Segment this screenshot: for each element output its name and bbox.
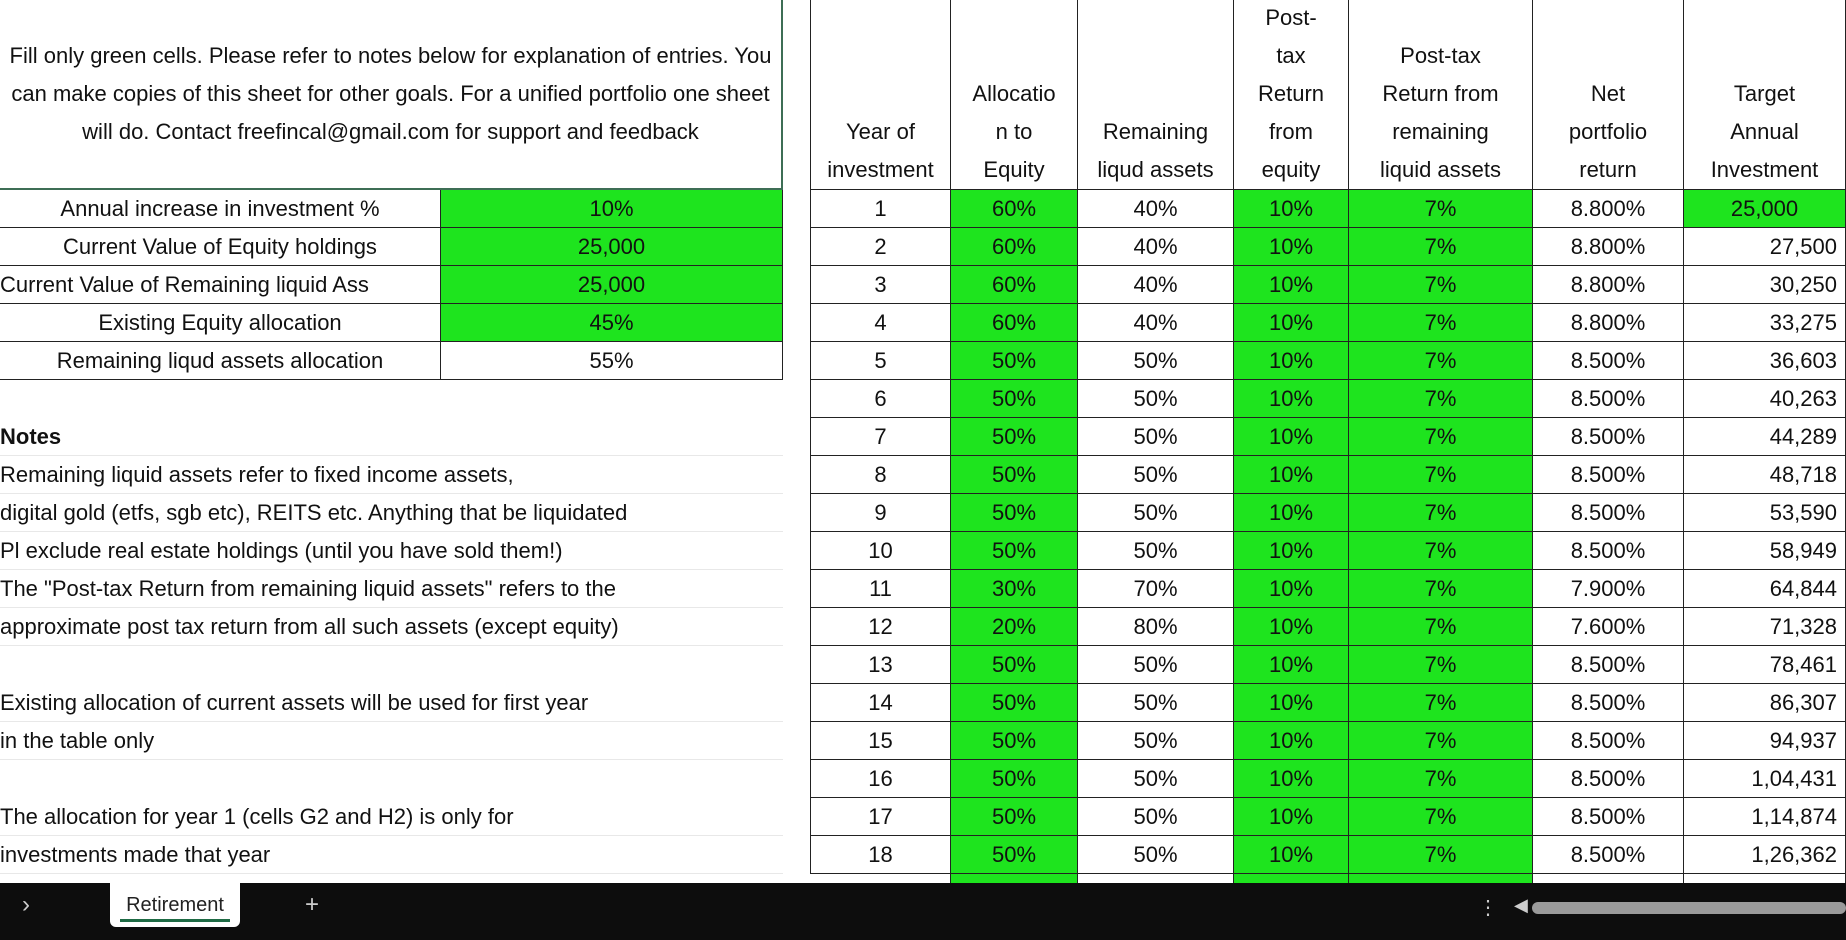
table-cell[interactable]: 7% <box>1349 342 1533 380</box>
vertical-ellipsis-icon[interactable]: ⋮ <box>1478 897 1498 919</box>
header-line: Target <box>1733 81 1796 106</box>
table-cell[interactable]: 10% <box>1234 228 1349 266</box>
table-cell[interactable]: 50% <box>951 380 1078 418</box>
table-cell[interactable]: 7% <box>1349 608 1533 646</box>
table-cell[interactable]: 7% <box>1349 190 1533 228</box>
note-line: The allocation for year 1 (cells G2 and H2) is only for <box>0 798 783 836</box>
table-cell[interactable]: 18 <box>810 836 951 874</box>
table-cell[interactable]: 10% <box>1234 798 1349 836</box>
table-cell[interactable]: 16 <box>810 760 951 798</box>
table-cell[interactable]: 5 <box>810 342 951 380</box>
note-line: The "Post-tax Return from remaining liquid assets" refers to the <box>0 570 783 608</box>
table-cell[interactable]: 50% <box>1078 760 1234 798</box>
note-line: digital gold (etfs, sgb etc), REITS etc. Anything that be liquidated <box>0 494 783 532</box>
header-line: Annual <box>1730 119 1799 144</box>
sheet-tab-retirement[interactable]: Retirement <box>110 883 240 927</box>
table-cell[interactable]: 40% <box>1078 266 1234 304</box>
table-cell[interactable]: 7% <box>1349 570 1533 608</box>
header-line: liqud assets <box>1097 157 1214 182</box>
table-cell[interactable]: 60% <box>951 228 1078 266</box>
table-cell[interactable]: 50% <box>951 456 1078 494</box>
table-cell[interactable]: 71,328 <box>1684 608 1846 646</box>
table-cell[interactable]: 50% <box>951 798 1078 836</box>
notes-heading: Notes <box>0 418 783 456</box>
table-cell[interactable]: 8.500% <box>1533 760 1684 798</box>
table-cell[interactable]: 60% <box>951 266 1078 304</box>
table-cell[interactable]: 50% <box>1078 380 1234 418</box>
table-cell[interactable]: 33,275 <box>1684 304 1846 342</box>
input-label: Remaining liqud assets allocation <box>0 342 441 380</box>
table-cell[interactable]: 40% <box>1078 190 1234 228</box>
note-line: approximate post tax return from all such assets (except equity) <box>0 608 783 646</box>
chevron-right-icon[interactable]: › <box>22 891 30 918</box>
table-cell[interactable]: 7 <box>810 418 951 456</box>
table-cell[interactable]: 10% <box>1234 684 1349 722</box>
table-cell[interactable]: 8.500% <box>1533 798 1684 836</box>
scroll-left-icon[interactable]: ◀ <box>1514 895 1528 915</box>
column-header[interactable] <box>1078 0 1234 190</box>
table-cell[interactable]: 27,500 <box>1684 228 1846 266</box>
table-cell[interactable]: 10% <box>1234 190 1349 228</box>
input-label: Current Value of Remaining liquid Ass <box>0 266 441 304</box>
header-line: from <box>1268 119 1313 144</box>
table-cell[interactable]: 6 <box>810 380 951 418</box>
table-cell[interactable]: 7% <box>1349 380 1533 418</box>
input-value[interactable]: 45% <box>441 304 783 342</box>
table-cell[interactable]: 50% <box>951 418 1078 456</box>
input-label: Current Value of Equity holdings <box>0 228 441 266</box>
table-cell[interactable]: 50% <box>951 836 1078 874</box>
table-cell[interactable]: 7% <box>1349 418 1533 456</box>
table-cell[interactable]: 80% <box>1078 608 1234 646</box>
table-cell[interactable]: 48,718 <box>1684 456 1846 494</box>
table-cell[interactable]: 15 <box>810 722 951 760</box>
column-header[interactable] <box>810 0 951 190</box>
table-cell[interactable]: 50% <box>1078 722 1234 760</box>
table-cell[interactable]: 94,937 <box>1684 722 1846 760</box>
table-cell[interactable]: 10% <box>1234 532 1349 570</box>
sheet-tab-bar <box>0 883 1846 940</box>
column-header[interactable] <box>1684 0 1846 190</box>
plus-icon[interactable]: + <box>305 891 320 918</box>
table-cell[interactable]: 8.500% <box>1533 456 1684 494</box>
header-line: liquid assets <box>1379 157 1502 182</box>
table-cell[interactable]: 10% <box>1234 304 1349 342</box>
header-line: return <box>1579 157 1637 182</box>
table-cell[interactable]: 8.500% <box>1533 532 1684 570</box>
header-line: investment <box>827 157 934 182</box>
table-cell[interactable]: 8.500% <box>1533 494 1684 532</box>
input-value[interactable]: 10% <box>441 190 783 228</box>
table-cell[interactable]: 4 <box>810 304 951 342</box>
table-cell[interactable]: 7% <box>1349 684 1533 722</box>
table-cell[interactable]: 10% <box>1234 418 1349 456</box>
header-line: remaining <box>1392 119 1489 144</box>
note-line: in the table only <box>0 722 783 760</box>
header-line: Return from <box>1382 81 1499 106</box>
table-cell[interactable]: 7% <box>1349 646 1533 684</box>
table-cell[interactable]: 7% <box>1349 228 1533 266</box>
table-cell[interactable]: 10% <box>1234 722 1349 760</box>
table-cell[interactable]: 8.800% <box>1533 228 1684 266</box>
table-cell[interactable]: 1 <box>810 190 951 228</box>
table-cell[interactable]: 7% <box>1349 798 1533 836</box>
table-cell[interactable]: 11 <box>810 570 951 608</box>
table-cell[interactable]: 7% <box>1349 494 1533 532</box>
input-value[interactable]: 25,000 <box>441 228 783 266</box>
table-cell[interactable]: 10% <box>1234 380 1349 418</box>
table-cell[interactable]: 20% <box>951 608 1078 646</box>
table-cell[interactable]: 86,307 <box>1684 684 1846 722</box>
table-cell[interactable]: 36,603 <box>1684 342 1846 380</box>
table-cell[interactable]: 3 <box>810 266 951 304</box>
table-cell[interactable]: 9 <box>810 494 951 532</box>
table-cell[interactable]: 50% <box>1078 836 1234 874</box>
table-cell[interactable]: 2 <box>810 228 951 266</box>
header-line: Remaining <box>1102 119 1209 144</box>
table-cell[interactable]: 8.500% <box>1533 646 1684 684</box>
table-cell[interactable]: 70% <box>1078 570 1234 608</box>
table-cell[interactable]: 7% <box>1349 532 1533 570</box>
table-cell[interactable]: 8.800% <box>1533 304 1684 342</box>
table-cell[interactable]: 64,844 <box>1684 570 1846 608</box>
input-value[interactable]: 55% <box>441 342 783 380</box>
table-cell[interactable]: 10% <box>1234 266 1349 304</box>
header-line: Post-tax <box>1400 43 1481 68</box>
table-cell[interactable]: 7% <box>1349 304 1533 342</box>
header-line: Year of <box>846 119 915 144</box>
table-cell[interactable]: 10% <box>1234 760 1349 798</box>
table-cell[interactable]: 10% <box>1234 570 1349 608</box>
table-cell[interactable]: 7% <box>1349 456 1533 494</box>
table-cell[interactable]: 8 <box>810 456 951 494</box>
table-cell[interactable]: 7.600% <box>1533 608 1684 646</box>
table-cell[interactable]: 78,461 <box>1684 646 1846 684</box>
table-cell[interactable]: 7% <box>1349 722 1533 760</box>
header-line: Post- <box>1265 5 1317 30</box>
table-cell[interactable]: 14 <box>810 684 951 722</box>
table-cell[interactable]: 50% <box>1078 646 1234 684</box>
table-cell[interactable]: 30,250 <box>1684 266 1846 304</box>
table-cell[interactable]: 25,000 <box>1684 190 1846 228</box>
table-cell[interactable]: 60% <box>951 190 1078 228</box>
table-cell[interactable]: 53,590 <box>1684 494 1846 532</box>
instructions-cell[interactable]: Fill only green cells. Please refer to notes below for explanation of entries. You can make copies of this sheet for other goals. For a unified portfolio one sheet will do. Contact freefincal@gmail.com for support and feedback <box>0 0 783 190</box>
table-cell[interactable]: 10% <box>1234 342 1349 380</box>
table-cell[interactable]: 50% <box>951 684 1078 722</box>
table-cell[interactable]: 17 <box>810 798 951 836</box>
table-cell[interactable]: 50% <box>1078 342 1234 380</box>
column-header[interactable] <box>1533 0 1684 190</box>
table-cell[interactable]: 44,289 <box>1684 418 1846 456</box>
header-line: equity <box>1261 157 1321 182</box>
table-cell[interactable]: 1,14,874 <box>1684 798 1846 836</box>
table-cell[interactable]: 50% <box>1078 418 1234 456</box>
table-cell[interactable]: 8.500% <box>1533 684 1684 722</box>
table-cell[interactable]: 50% <box>951 342 1078 380</box>
table-cell[interactable]: 50% <box>1078 494 1234 532</box>
header-line: Return <box>1257 81 1325 106</box>
header-line: portfolio <box>1568 119 1648 144</box>
table-cell[interactable]: 10% <box>1234 456 1349 494</box>
table-cell[interactable]: 13 <box>810 646 951 684</box>
table-cell[interactable]: 1,26,362 <box>1684 836 1846 874</box>
input-label: Existing Equity allocation <box>0 304 441 342</box>
table-cell[interactable]: 50% <box>1078 532 1234 570</box>
table-cell[interactable]: 40,263 <box>1684 380 1846 418</box>
table-cell[interactable]: 30% <box>951 570 1078 608</box>
note-line: investments made that year <box>0 836 783 874</box>
header-line: n to <box>995 119 1033 144</box>
table-cell[interactable]: 10% <box>1234 646 1349 684</box>
header-line: tax <box>1276 43 1306 68</box>
table-cell[interactable]: 10 <box>810 532 951 570</box>
header-line: Allocatio <box>972 81 1056 106</box>
table-cell[interactable]: 7% <box>1349 836 1533 874</box>
column-header[interactable] <box>1349 0 1533 190</box>
note-line: Existing allocation of current assets will be used for first year <box>0 684 783 722</box>
table-cell[interactable]: 50% <box>951 760 1078 798</box>
table-cell[interactable]: 8.800% <box>1533 190 1684 228</box>
table-cell[interactable]: 8.500% <box>1533 380 1684 418</box>
table-cell[interactable]: 58,949 <box>1684 532 1846 570</box>
table-cell[interactable]: 50% <box>951 494 1078 532</box>
table-cell[interactable]: 10% <box>1234 494 1349 532</box>
note-line: Pl exclude real estate holdings (until you have sold them!) <box>0 532 783 570</box>
column-header[interactable] <box>1234 0 1349 190</box>
table-cell[interactable]: 8.500% <box>1533 418 1684 456</box>
table-cell[interactable]: 8.800% <box>1533 266 1684 304</box>
table-cell[interactable]: 12 <box>810 608 951 646</box>
table-cell[interactable]: 10% <box>1234 836 1349 874</box>
table-cell[interactable]: 50% <box>951 532 1078 570</box>
table-cell[interactable]: 50% <box>951 722 1078 760</box>
horizontal-scrollbar[interactable] <box>1532 902 1846 914</box>
table-cell[interactable]: 50% <box>1078 798 1234 836</box>
input-label: Annual increase in investment % <box>0 190 441 228</box>
table-cell[interactable]: 50% <box>951 646 1078 684</box>
table-cell[interactable]: 8.500% <box>1533 722 1684 760</box>
table-cell[interactable]: 1,04,431 <box>1684 760 1846 798</box>
table-cell[interactable]: 60% <box>951 304 1078 342</box>
table-cell[interactable]: 50% <box>1078 684 1234 722</box>
table-cell[interactable]: 8.500% <box>1533 342 1684 380</box>
note-line: Remaining liquid assets refer to fixed income assets, <box>0 456 783 494</box>
input-value[interactable]: 25,000 <box>441 266 783 304</box>
header-line: Equity <box>983 157 1045 182</box>
table-cell[interactable]: 7.900% <box>1533 570 1684 608</box>
table-cell[interactable]: 7% <box>1349 266 1533 304</box>
table-cell[interactable]: 10% <box>1234 608 1349 646</box>
header-line: Net <box>1590 81 1626 106</box>
table-cell[interactable]: 40% <box>1078 304 1234 342</box>
table-cell[interactable]: 40% <box>1078 228 1234 266</box>
column-header[interactable] <box>951 0 1078 190</box>
header-line: Investment <box>1710 157 1819 182</box>
table-cell[interactable]: 7% <box>1349 760 1533 798</box>
table-cell[interactable]: 8.500% <box>1533 836 1684 874</box>
table-cell[interactable]: 50% <box>1078 456 1234 494</box>
